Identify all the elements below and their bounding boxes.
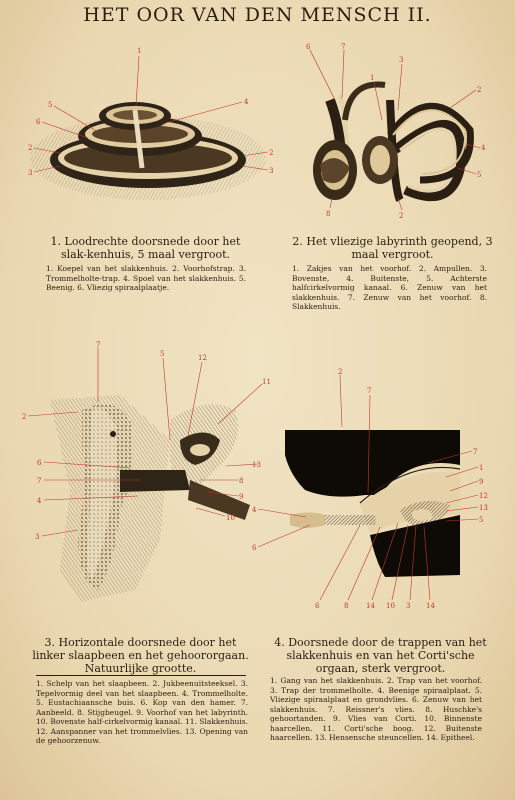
- fig2-label-2b: 2: [399, 212, 404, 220]
- fig4-label-6b: 6: [315, 602, 320, 610]
- fig2-label-2: 2: [477, 86, 482, 94]
- figure-1-legend: 1. Koepel van het slakkenhuis. 2. Voorhofstrap. 3. Trommelholte-trap. 4. Spoel van het slakkenhuis. 5. Beenig. 6. Vliezig spiraalplaatje.: [46, 264, 246, 292]
- fig2-label-6: 6: [306, 43, 311, 51]
- figure-4-organ-of-corti-section: [250, 365, 505, 610]
- fig1-label-2b: 2: [269, 149, 274, 157]
- fig4-label-12: 12: [479, 492, 488, 500]
- fig2-label-3: 3: [399, 56, 404, 64]
- fig3-label-12: 12: [198, 354, 207, 362]
- fig4-label-9: 9: [479, 478, 484, 486]
- fig3-label-9: 9: [239, 493, 244, 501]
- fig3-label-3: 3: [35, 533, 40, 541]
- fig4-label-1: 1: [479, 464, 484, 472]
- figure-2-caption: 2. Het vliezige labyrinth geopend, 3 maal vergroot.: [292, 235, 493, 261]
- fig3-label-2: 2: [22, 413, 27, 421]
- fig2-label-8: 8: [326, 210, 331, 218]
- fig3-label-4: 4: [37, 497, 42, 505]
- figure-4-legend: 1. Gang van het slakkenhuis. 2. Trap van het voorhof. 3. Trap der trommelholte. 4. Beenige spiraalplaat. 5. Vliezige spiraalplaat en grondvlies. 6. Zenuw van het slakkenhuis. 7. Reissner's vlies. 8. Huschke's gehoortanden. 9. Vlies van Corti. 10. Binnenste haarcellen. 11. Corti'sche boog. 12. Buitenste haarcellen. 13. Hensensche steuncellen. 14. Epitheel.: [270, 676, 482, 742]
- figure-4-caption: 4. Doorsnede door de trappen van het slakkenhuis en van het Corti'sche orgaan, sterk vergroot.: [274, 636, 487, 675]
- fig4-label-8: 8: [344, 602, 349, 610]
- fig4-label-7b: 7: [473, 448, 478, 456]
- figure-2-legend: 1. Zakjes van het voorhof. 2. Ampullen. 3. Bovenste, 4. Buitenste, 5. Achterste halfcirkelvormig kanaal. 6. Zenuw van het slakkenhuis. 7. Zenuw van het voorhof. 8. Slakkenhuis.: [292, 264, 487, 311]
- fig4-label-2: 2: [338, 368, 343, 376]
- fig3-label-6: 6: [37, 459, 42, 467]
- fig4-label-13: 13: [479, 504, 488, 512]
- fig1-label-6: 6: [36, 118, 41, 126]
- figure-3-temporal-bone-section: [20, 340, 275, 620]
- figure-1-cochlea-section: [20, 40, 275, 220]
- fig4-label-14b: 14: [426, 602, 435, 610]
- fig1-label-3a: 3: [28, 169, 33, 177]
- fig3-label-7b: 7: [37, 477, 42, 485]
- fig2-label-4: 4: [481, 144, 486, 152]
- fig2-label-5: 5: [477, 171, 482, 179]
- figure-3-caption: 3. Horizontale doorsnede door het linker slaapbeen en het gehoororgaan. Natuurlijke grootte.: [32, 636, 249, 675]
- fig4-label-14: 14: [366, 602, 375, 610]
- fig4-label-5: 5: [479, 516, 484, 524]
- fig3-label-7: 7: [96, 341, 101, 349]
- fig2-label-1: 1: [370, 74, 375, 82]
- figure-2-membranous-labyrinth: [290, 40, 500, 220]
- figure-3-legend: 1. Schelp van het slaapbeen. 2. Jukbeenuitsteeksel. 3. Tepelvormig deel van het slaapbeen. 4. Trommelholte. 5. Eustachiaansche buis. 6. Kop van den hamer. 7. Aanbeeld. 8. Stijgbeugel. 9. Voorhof van het labyrinth. 10. Bovenste half-cirkelvormig kanaal. 11. Slakkenhuis. 12. Aanspanner van het trommelvlies. 13. Opening van de gehoorzenuw.: [36, 679, 248, 745]
- figure-1-caption: 1. Loodrechte doorsnede door het slak-kenhuis, 5 maal vergroot.: [50, 235, 241, 261]
- fig4-label-10: 10: [386, 602, 395, 610]
- fig3-label-13: 13: [252, 461, 261, 469]
- plate-title: HET OOR VAN DEN MENSCH II.: [83, 4, 432, 26]
- fig4-label-3: 3: [406, 602, 411, 610]
- fig3-label-8: 8: [239, 477, 244, 485]
- fig3-label-11: 11: [262, 378, 271, 386]
- fig1-label-5: 5: [48, 101, 53, 109]
- fig3-label-10: 10: [226, 514, 235, 522]
- fig1-label-4: 4: [244, 98, 249, 106]
- fig4-label-7: 7: [367, 387, 372, 395]
- fig4-label-4: 4: [252, 506, 257, 514]
- fig1-label-3b: 3: [269, 167, 274, 175]
- fig1-label-1: 1: [137, 47, 142, 55]
- fig2-label-7: 7: [341, 43, 346, 51]
- fig3-label-5: 5: [160, 350, 165, 358]
- fig4-label-6: 6: [252, 544, 257, 552]
- fig1-label-2a: 2: [28, 144, 33, 152]
- figure-3-rule: [36, 675, 246, 676]
